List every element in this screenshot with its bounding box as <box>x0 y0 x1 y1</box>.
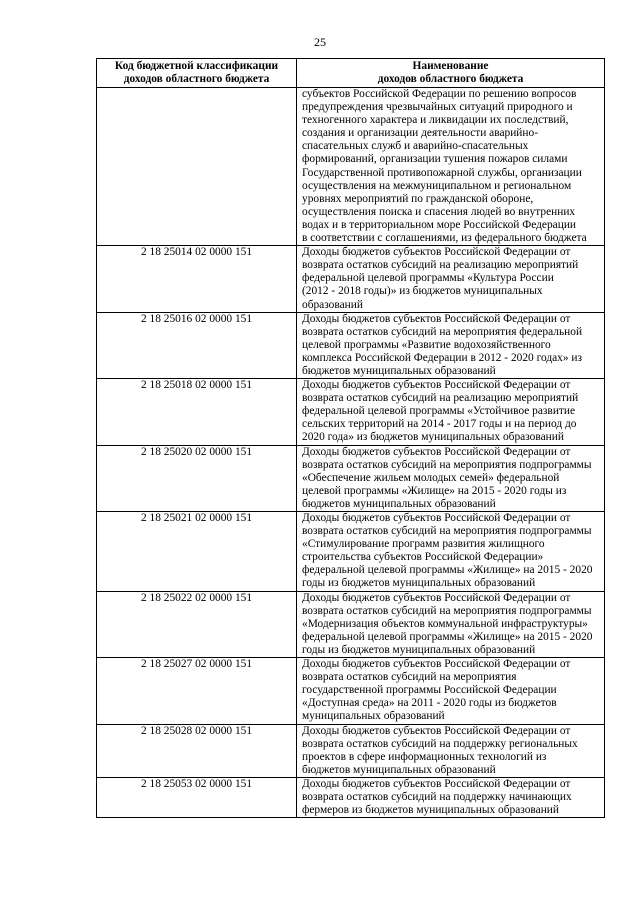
row-code: 2 18 25014 02 0000 151 <box>97 246 297 312</box>
row-code: 2 18 25021 02 0000 151 <box>97 512 297 592</box>
row-name: Доходы бюджетов субъектов Российской Федерации от возврата остатков субсидий на мероприятия федеральной целевой программы «Развитие водохозяйственного комплекса Российской Федерации в 2012 - 2020 годах» из бюджетов муниципальных образований <box>297 312 605 378</box>
row-code: 2 18 25022 02 0000 151 <box>97 591 297 657</box>
table-row <box>97 777 605 817</box>
row-name: Доходы бюджетов субъектов Российской Федерации от возврата остатков субсидий на мероприятия подпрограммы «Обеспечение жильем молодых семей» федеральной целевой программы «Жилище» на 2015 - 2020 годы из бюджетов муниципальных образований <box>297 445 605 511</box>
header-code: Код бюджетной классификации доходов областного бюджета <box>97 59 297 88</box>
row-code: 2 18 25016 02 0000 151 <box>97 312 297 378</box>
row-code: 2 18 25018 02 0000 151 <box>97 379 297 445</box>
row-name: Доходы бюджетов субъектов Российской Федерации от возврата остатков субсидий на реализацию мероприятий федеральной целевой программы «Культура России (2012 - 2018 годы)» из бюджетов муниципальных образований <box>297 246 605 312</box>
row-name: Доходы бюджетов субъектов Российской Федерации от возврата остатков субсидий на реализацию мероприятий федеральной целевой программы «Устойчивое развитие сельских территорий на 2014 - 2017 годы и на период до 2020 года» из бюджетов муниципальных образований <box>297 379 605 445</box>
row-name: Доходы бюджетов субъектов Российской Федерации от возврата остатков субсидий на мероприятия подпрограммы «Модернизация объектов коммунальной инфраструктуры» федеральной целевой программы «Жилище» на 2015 - 2020 годы из бюджетов муниципальных образований <box>297 591 605 657</box>
budget-revenue-table <box>96 58 605 818</box>
row-name: Доходы бюджетов субъектов Российской Федерации от возврата остатков субсидий на поддержку региональных проектов в сфере информационных технологий из бюджетов муниципальных образований <box>297 724 605 777</box>
row-code: 2 18 25053 02 0000 151 <box>97 777 297 817</box>
table-row <box>97 658 605 724</box>
table-row <box>97 724 605 777</box>
table-row <box>97 312 605 378</box>
header-name: Наименование доходов областного бюджета <box>297 59 605 88</box>
table-header-row <box>97 59 605 88</box>
table-row <box>97 512 605 592</box>
row-code: 2 18 25020 02 0000 151 <box>97 445 297 511</box>
page-number: 25 <box>314 35 326 49</box>
table-row <box>97 246 605 312</box>
row-code: 2 18 25028 02 0000 151 <box>97 724 297 777</box>
row-name: Доходы бюджетов субъектов Российской Федерации от возврата остатков субсидий на мероприятия государственной программы Российской Федерации «Доступная среда» на 2011 - 2020 годы из бюджетов муниципальных образований <box>297 658 605 724</box>
row-name: Доходы бюджетов субъектов Российской Федерации от возврата остатков субсидий на мероприятия подпрограммы «Стимулирование программ развития жилищного строительства субъектов Российской Федерации» федеральной целевой программы «Жилище» на 2015 - 2020 годы из бюджетов муниципальных образований <box>297 512 605 592</box>
row-code <box>97 88 297 246</box>
table-row <box>97 591 605 657</box>
table-row <box>97 445 605 511</box>
row-code: 2 18 25027 02 0000 151 <box>97 658 297 724</box>
row-name: Доходы бюджетов субъектов Российской Федерации от возврата остатков субсидий на поддержку начинающих фермеров из бюджетов муниципальных образований <box>297 777 605 817</box>
table-row <box>97 88 605 246</box>
table-row <box>97 379 605 445</box>
row-name: субъектов Российской Федерации по решению вопросов предупреждения чрезвычайных ситуаций природного и техногенного характера и ликвидации их последствий, создания и организации деятельности аварийно- спасательных служб и аварийно-спасательных формирований, организации тушения пожаров силами Государственной противопожарной службы, организации осуществления на межмуниципальном и региональном уровнях мероприятий по гражданской обороне, осуществления поиска и спасения людей во внутренних водах и в территориальном море Российской Федерации в соответствии с соглашениями, из федерального бюджета <box>297 88 605 246</box>
